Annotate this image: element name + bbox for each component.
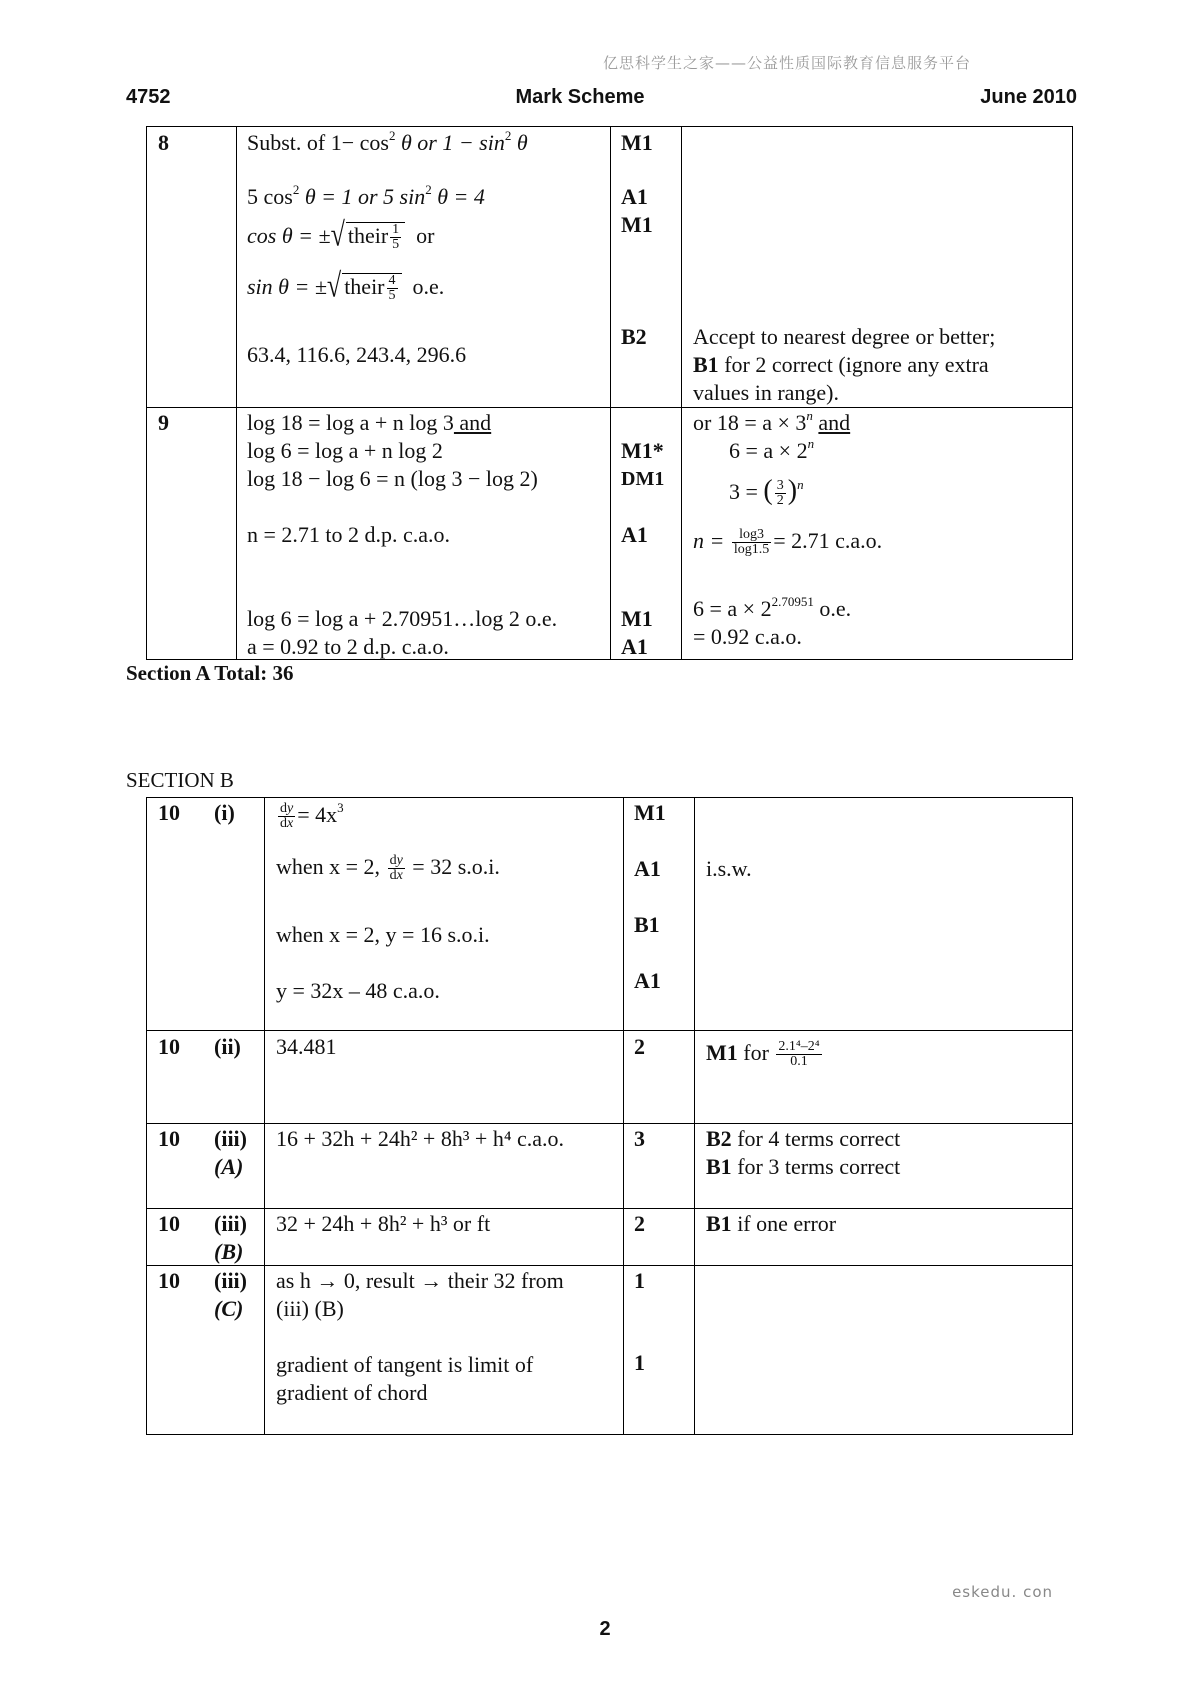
watermark-text: 亿思科学生之家——公益性质国际教育信息服务平台 [602, 54, 971, 72]
question-part: (iii) [214, 1211, 247, 1236]
scheme-line: y = 32x – 48 c.a.o. [276, 978, 440, 1003]
question-number: 10 [158, 800, 180, 825]
question-part: (i) [214, 800, 235, 825]
question-part: (ii) [214, 1034, 241, 1059]
exam-date: June 2010 [980, 86, 1077, 108]
scheme-line: (iii) (B) [276, 1296, 344, 1321]
guidance-text: values in range). [693, 380, 839, 405]
page-title: Mark Scheme [515, 86, 645, 108]
mark-code: 3 [634, 1126, 645, 1151]
scheme-line: Subst. of $1- \cos^2 \theta$ or $1 - \sin^2 \theta$ [247, 128, 528, 155]
paper-code: 4752 [126, 86, 171, 108]
section-a-total: Section A Total: 36 [126, 661, 294, 685]
scheme-line: a = 0.92 to 2 d.p. c.a.o. [247, 634, 449, 659]
section-b-heading: SECTION B [126, 768, 234, 792]
mark-code: B1 [634, 912, 660, 937]
mark-code: M1 [621, 130, 653, 155]
scheme-line: 5 $\cos^2 \theta = 1$ or 5 $\sin^2 \theta = 4$ [247, 182, 485, 209]
mark-code: M1 [621, 606, 653, 631]
guidance-text: B1 for 2 correct (ignore any extra [693, 352, 989, 377]
mark-code: DM1 [621, 468, 665, 490]
guidance-text: $6 = a \times 2^n$ [729, 436, 815, 463]
question-number: 10 [158, 1034, 180, 1059]
mark-code: A1 [634, 856, 661, 881]
scheme-line: 16 + 32h + 24h² + 8h³ + h⁴ c.a.o. [276, 1126, 565, 1151]
scheme-line: gradient of tangent is limit of [276, 1352, 534, 1377]
mark-code: M1* [621, 438, 664, 463]
scheme-line: sin θ = ±√ their $\frac{4}{5}$ o.e. [247, 266, 445, 305]
mark-code: 1 [634, 1350, 645, 1375]
question-part: (iii) [214, 1126, 247, 1151]
mark-code: A1 [634, 968, 661, 993]
guidance-text: = 0.92 c.a.o. [693, 624, 802, 649]
guidance-text: i.s.w. [706, 856, 752, 881]
guidance-text: Accept to nearest degree or better; [693, 324, 996, 349]
question-number: 9 [158, 410, 169, 435]
scheme-line: log 6 = log a + 2.70951…log 2 o.e. [247, 606, 558, 631]
question-part: (iii) [214, 1268, 247, 1293]
mark-code: 1 [634, 1268, 645, 1293]
question-subpart: (C) [214, 1296, 244, 1321]
guidance-text: or $18 = a \times 3^n$ and [693, 408, 851, 435]
mark-code: A1 [621, 634, 648, 659]
question-number: 10 [158, 1126, 180, 1151]
guidance-text: 3 = ( $\frac{3}{2}$ )$^n$ [729, 475, 804, 509]
mark-code: A1 [621, 184, 648, 209]
guidance-text: B1 for 3 terms correct [706, 1154, 901, 1179]
question-subpart: (B) [214, 1239, 244, 1264]
mark-code: M1 [634, 800, 666, 825]
mark-code: A1 [621, 522, 648, 547]
scheme-line: log 6 = log a + n log 2 [247, 438, 443, 463]
scheme-line: n = 2.71 to 2 d.p. c.a.o. [247, 522, 451, 547]
scheme-line: 32 + 24h + 8h² + h³ or ft [276, 1211, 491, 1236]
scheme-line: log 18 − log 6 = n (log 3 − log 2) [247, 466, 538, 491]
question-number: 8 [158, 130, 169, 155]
guidance-text: M1 for $\frac{\text{2.1⁴–2⁴}}{0.1}$ [706, 1039, 820, 1070]
scheme-line: 63.4, 116.6, 243.4, 296.6 [247, 342, 467, 367]
guidance-text: B1 if one error [706, 1211, 837, 1236]
guidance-text: B2 for 4 terms correct [706, 1126, 901, 1151]
scheme-line: when x = 2, y = 16 s.o.i. [276, 922, 490, 947]
scheme-line: log 18 = log a + n log 3 and [247, 410, 492, 435]
mark-code: M1 [621, 212, 653, 237]
scheme-line: gradient of chord [276, 1380, 428, 1405]
mark-code: 2 [634, 1034, 645, 1059]
guidance-text: n = $\frac{\log 3}{\log 1.5}$ = 2.71 c.a.o. [693, 527, 883, 558]
scheme-line: as h → 0, result → their 32 from [276, 1268, 564, 1293]
guidance-text: $6 = a \times 2^{2.70951}$ o.e. [693, 594, 852, 621]
question-number: 10 [158, 1211, 180, 1236]
mark-code: B2 [621, 324, 647, 349]
scheme-line: cos θ = ±√ their $\frac{1}{5}$ or [247, 215, 435, 254]
scheme-line: 34.481 [276, 1034, 337, 1059]
scheme-line: $\frac{dy}{dx}$ = $4x^3$ [280, 800, 344, 832]
scheme-line: when x = 2, $\frac{dy}{dx}$ = 32 s.o.i. [276, 853, 500, 884]
footer-watermark: eskedu. con [952, 1583, 1053, 1601]
mark-code: 2 [634, 1211, 645, 1236]
question-number: 10 [158, 1268, 180, 1293]
page-number: 2 [599, 1618, 611, 1640]
question-subpart: (A) [214, 1154, 244, 1179]
